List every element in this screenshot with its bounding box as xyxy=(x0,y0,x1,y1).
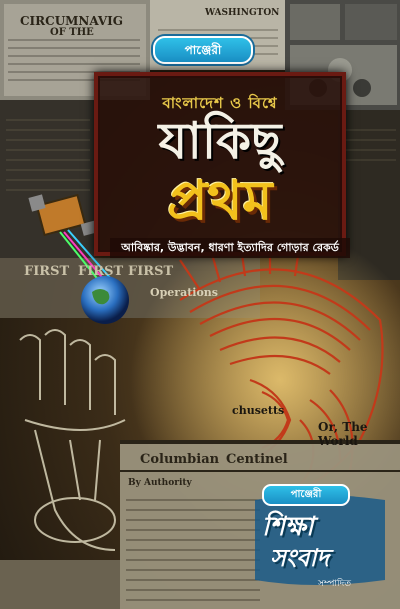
newspaper-masthead: Or, The World xyxy=(318,420,368,448)
publisher-logo: পাঞ্জেরী xyxy=(153,36,253,64)
newspaper-headline: Operations xyxy=(150,286,218,299)
title-panel xyxy=(94,72,346,256)
cover-title-line1: যাকিছু xyxy=(158,112,282,170)
newspaper-masthead: Columbian xyxy=(140,452,220,467)
newspaper-headline: WASHINGTON xyxy=(205,8,280,18)
cover-subtitle: বাংলাদেশ ও বিশ্বে xyxy=(162,94,278,112)
newspaper-masthead: By Authority xyxy=(128,478,192,488)
skeleton-foot-illustration xyxy=(20,330,125,550)
series-title-word1: শিক্ষা xyxy=(262,512,314,542)
first-label: FIRST xyxy=(24,264,70,279)
newspaper-headline: CIRCUMNAVIG xyxy=(20,14,124,28)
newspaper-masthead: chusetts xyxy=(232,404,285,417)
cover-tagline: আবিষ্কার, উদ্ভাবন, ধারণা ইত্যাদির গোড়ার রেকর্ড xyxy=(110,238,350,258)
series-publisher-logo: পাঞ্জেরী xyxy=(262,484,350,506)
first-label: FIRST xyxy=(128,264,174,279)
newspaper-headline: OF THE xyxy=(50,27,94,38)
newspaper-masthead: Centinel xyxy=(226,452,288,467)
cover-title-line2: প্রথম xyxy=(167,169,273,232)
editor-label: সম্পাদিত xyxy=(318,579,352,589)
series-title-word2: সংবাদ xyxy=(270,544,330,572)
first-label: FIRST xyxy=(78,264,124,279)
